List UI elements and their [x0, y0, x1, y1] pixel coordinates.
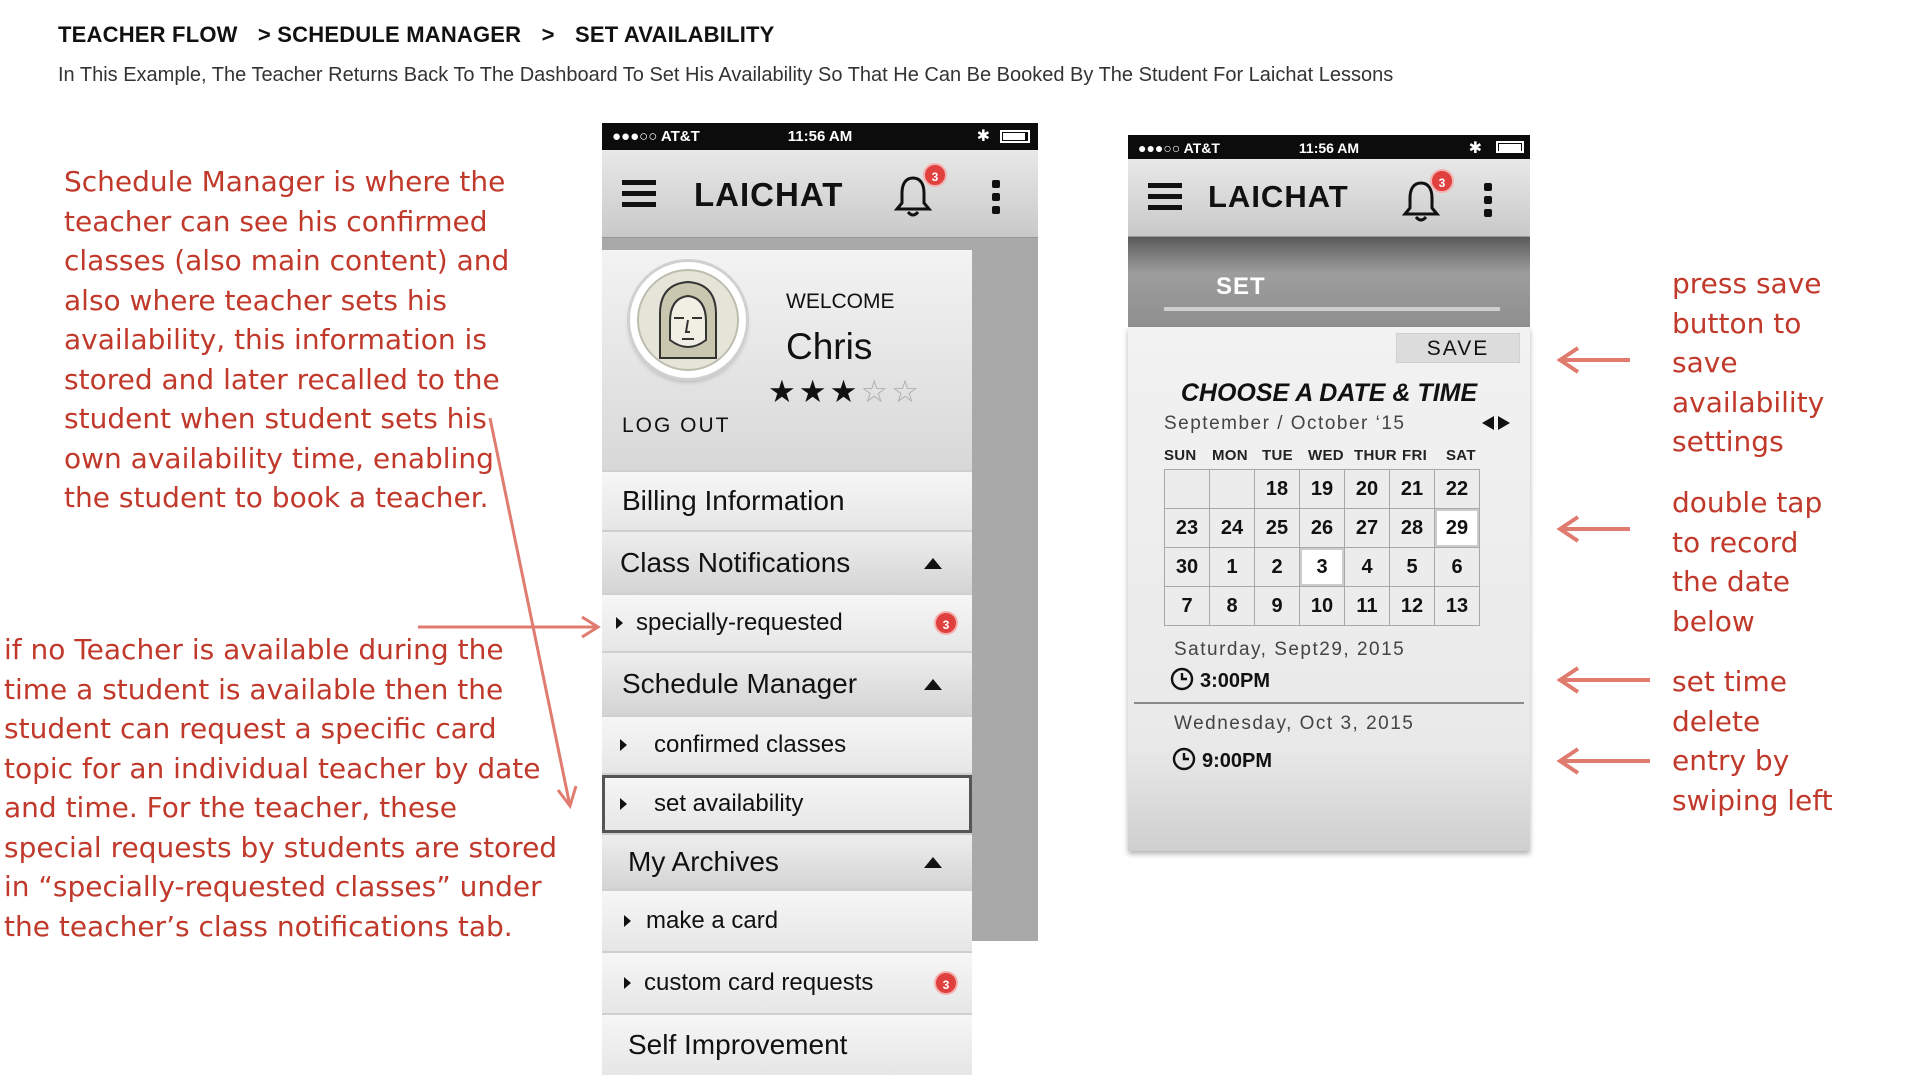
notification-badge: 3: [923, 163, 947, 187]
arrow-to-second-entry-icon: [1560, 749, 1650, 773]
calendar-day[interactable]: 30: [1165, 548, 1210, 587]
calendar-day[interactable]: 26: [1300, 509, 1345, 548]
logout-button[interactable]: LOG OUT: [622, 414, 731, 437]
note-line: stored and later recalled to the: [64, 362, 500, 396]
rating-stars: [768, 374, 922, 410]
hamburger-menu-icon[interactable]: [622, 180, 656, 208]
more-options-icon[interactable]: [992, 180, 1000, 214]
note-line: classes (also main content) and: [64, 244, 510, 277]
calendar-day[interactable]: 28: [1390, 509, 1435, 548]
hamburger-menu-icon[interactable]: [1148, 183, 1182, 211]
menu-self-improvement[interactable]: [602, 1013, 972, 1075]
calendar-week: [1165, 509, 1480, 548]
calendar-day[interactable]: 27: [1345, 509, 1390, 548]
note-line: availability: [1672, 385, 1825, 419]
note-line: settings: [1672, 425, 1784, 458]
user-name: Chris: [786, 326, 873, 367]
month-nav-arrows-icon[interactable]: [1482, 415, 1510, 431]
month-label: September / October ‘15: [1164, 413, 1406, 434]
calendar-day[interactable]: 1: [1210, 548, 1255, 587]
calendar-day[interactable]: 8: [1210, 587, 1255, 626]
note-line: own availability time, enabling: [64, 441, 494, 475]
choose-date-title: CHOOSE A DATE & TIME: [1180, 379, 1478, 407]
avatar: [630, 262, 746, 378]
note-line: set time: [1672, 665, 1787, 698]
bullet-triangle-icon: [624, 915, 631, 927]
menu-label: Class Notifications: [620, 546, 851, 578]
note-line: below: [1672, 604, 1755, 638]
calendar-day[interactable]: 12: [1390, 587, 1435, 626]
menu-billing-information[interactable]: [602, 470, 972, 530]
availability-panel: [1128, 327, 1530, 851]
carrier-label: ●●●○○ AT&T: [612, 128, 700, 145]
app-header: [1128, 159, 1530, 237]
weekday-label: SUN: [1164, 447, 1197, 464]
note-line: also where teacher sets his: [64, 283, 447, 317]
calendar-day: [1165, 470, 1210, 509]
time-value: 9:00PM: [1202, 750, 1273, 772]
status-time: 11:56 AM: [1298, 140, 1360, 156]
submenu-set-availability[interactable]: [602, 773, 972, 833]
note-save: [1672, 264, 1824, 462]
note-line: in “specially-requested classes” under: [4, 870, 542, 903]
time-value: 3:00PM: [1200, 670, 1271, 692]
rating-filled-stars: ★★★: [768, 374, 861, 409]
submenu-confirmed-classes[interactable]: [602, 715, 972, 773]
menu-label: specially-requested: [636, 609, 843, 636]
clock-icon: [1170, 667, 1194, 691]
note-line: special requests by students are stored: [4, 830, 558, 864]
calendar-day[interactable]: 24: [1210, 509, 1255, 548]
arrow-to-save-icon: [1560, 348, 1630, 372]
weekday-label: MON: [1212, 447, 1248, 464]
set-tab-bar: [1128, 237, 1530, 327]
note-schedule-manager: [64, 162, 509, 518]
page-subtitle: In This Example, The Teacher Returns Back To The Dashboard To Set His Availability So That He Can Be Booked By The Student For Laichat Lessons: [58, 64, 1394, 86]
arrow-to-entry-icon: [1560, 668, 1650, 692]
profile-card: [602, 250, 972, 470]
weekday-label: SAT: [1446, 447, 1476, 464]
carrier-label: ●●●○○ AT&T: [1138, 140, 1220, 156]
note-line: double tap: [1672, 486, 1823, 519]
side-menu: [602, 250, 972, 1075]
breadcrumb-teacher-flow: TEACHER FLOW: [58, 22, 238, 47]
bluetooth-icon: ✱: [1468, 140, 1482, 157]
notification-badge: 3: [934, 971, 958, 995]
note-line: student can request a specific card: [4, 712, 497, 745]
status-time: 11:56 AM: [787, 128, 853, 145]
status-bar: [602, 123, 1038, 150]
menu-label: make a card: [646, 907, 779, 934]
weekday-label: THUR: [1354, 447, 1397, 464]
note-set-time: [1672, 662, 1833, 820]
bullet-triangle-icon: [620, 798, 627, 810]
note-line: student when student sets his: [64, 402, 487, 435]
calendar-day[interactable]: 2: [1255, 548, 1300, 587]
calendar-week: [1165, 548, 1480, 587]
submenu-specially-requested[interactable]: [602, 593, 972, 651]
note-line: the teacher’s class notifications tab.: [4, 909, 513, 943]
set-tab-label[interactable]: SET: [1216, 273, 1266, 300]
tab-underline: [1164, 307, 1500, 311]
note-line: if no Teacher is available during the: [4, 633, 504, 666]
calendar-day[interactable]: 13: [1435, 587, 1480, 626]
note-double-tap: [1672, 483, 1822, 641]
calendar-day[interactable]: 4: [1345, 548, 1390, 587]
menu-class-notifications[interactable]: [602, 530, 972, 593]
rating-empty-stars: ☆☆: [860, 374, 922, 409]
menu-label: Billing Information: [622, 485, 845, 516]
menu-label: Self Improvement: [628, 1029, 848, 1060]
calendar-day[interactable]: 19: [1300, 470, 1345, 509]
note-special-requests: [4, 630, 557, 946]
note-line: availability, this information is: [64, 323, 487, 356]
calendar-day[interactable]: 10: [1300, 587, 1345, 626]
menu-label: set availability: [654, 790, 804, 817]
menu-label: My Archives: [628, 846, 779, 877]
weekday-label: FRI: [1402, 447, 1428, 464]
battery-icon: [1496, 141, 1524, 153]
note-line: delete: [1672, 704, 1761, 738]
bluetooth-icon: ✱: [976, 128, 990, 145]
breadcrumb: [58, 22, 789, 48]
calendar-day-selected[interactable]: 3: [1300, 548, 1345, 587]
breadcrumb-schedule-manager: > SCHEDULE MANAGER: [257, 22, 522, 47]
availability-entry-time[interactable]: [1170, 667, 1270, 693]
save-button[interactable]: SAVE: [1396, 333, 1520, 363]
calendar-day-selected[interactable]: 29: [1435, 509, 1480, 548]
notification-badge: 3: [934, 611, 958, 635]
calendar-week: [1165, 587, 1480, 626]
note-line: save: [1672, 346, 1738, 379]
calendar-day[interactable]: 11: [1345, 587, 1390, 626]
arrow-to-calendar-icon: [1560, 517, 1630, 541]
note-line: entry by: [1672, 744, 1790, 777]
teacher-avatar-icon: [630, 262, 746, 378]
status-bar: [1128, 135, 1530, 159]
submenu-custom-card-requests[interactable]: [602, 951, 972, 1013]
menu-schedule-manager[interactable]: [602, 651, 972, 715]
calendar-day[interactable]: 18: [1255, 470, 1300, 509]
note-line: swiping left: [1672, 783, 1833, 817]
note-line: time a student is available then the: [4, 672, 504, 706]
calendar-day[interactable]: 5: [1390, 548, 1435, 587]
phone-dashboard: [602, 123, 1038, 1060]
calendar-day[interactable]: 20: [1345, 470, 1390, 509]
menu-label: custom card requests: [644, 969, 874, 996]
calendar-day[interactable]: 22: [1435, 470, 1480, 509]
note-line: button to: [1672, 306, 1802, 340]
calendar-day[interactable]: 25: [1255, 509, 1300, 548]
bullet-triangle-icon: [624, 977, 631, 989]
app-title: LAICHAT: [1208, 179, 1349, 214]
submenu-make-a-card[interactable]: [602, 889, 972, 951]
note-line: press save: [1672, 267, 1822, 300]
collapse-caret-icon: [924, 558, 942, 569]
bullet-triangle-icon: [616, 617, 623, 629]
calendar-day[interactable]: 21: [1390, 470, 1435, 509]
note-line: the student to book a teacher.: [64, 481, 489, 514]
calendar-day: [1210, 470, 1255, 509]
collapse-caret-icon: [924, 857, 942, 868]
breadcrumb-separator: >: [541, 22, 555, 47]
calendar-day[interactable]: 7: [1165, 587, 1210, 626]
calendar-day[interactable]: 9: [1255, 587, 1300, 626]
availability-entry-date[interactable]: Wednesday, Oct 3, 2015: [1174, 713, 1415, 734]
menu-my-archives[interactable]: [602, 833, 972, 889]
entry-divider: [1134, 702, 1524, 704]
notification-badge: 3: [1430, 169, 1454, 193]
clock-icon: [1172, 747, 1196, 771]
calendar-day[interactable]: 23: [1165, 509, 1210, 548]
menu-label: confirmed classes: [654, 731, 847, 758]
calendar-week: [1165, 470, 1480, 509]
breadcrumb-set-availability: SET AVAILABILITY: [574, 22, 775, 47]
note-line: to record: [1672, 525, 1799, 559]
weekday-label: WED: [1308, 447, 1344, 464]
weekday-label: TUE: [1262, 447, 1293, 464]
note-line: topic for an individual teacher by date: [4, 751, 541, 785]
battery-icon: [1000, 130, 1030, 143]
note-line: the date: [1672, 565, 1790, 598]
menu-label: Schedule Manager: [622, 668, 858, 699]
collapse-caret-icon: [924, 679, 942, 690]
phone-set-availability: [1128, 135, 1530, 851]
note-line: and time. For the teacher, these: [4, 791, 457, 824]
note-line: teacher can see his confirmed: [64, 204, 488, 238]
app-title: LAICHAT: [694, 176, 844, 213]
app-header: [602, 150, 1038, 238]
calendar-day[interactable]: 6: [1435, 548, 1480, 587]
bullet-triangle-icon: [620, 739, 627, 751]
calendar-grid: [1164, 469, 1480, 626]
welcome-label: WELCOME: [786, 290, 895, 313]
note-line: Schedule Manager is where the: [64, 165, 506, 198]
availability-entry-date[interactable]: Saturday, Sept29, 2015: [1174, 639, 1406, 660]
more-options-icon[interactable]: [1484, 183, 1492, 217]
availability-entry-time[interactable]: [1172, 747, 1272, 773]
